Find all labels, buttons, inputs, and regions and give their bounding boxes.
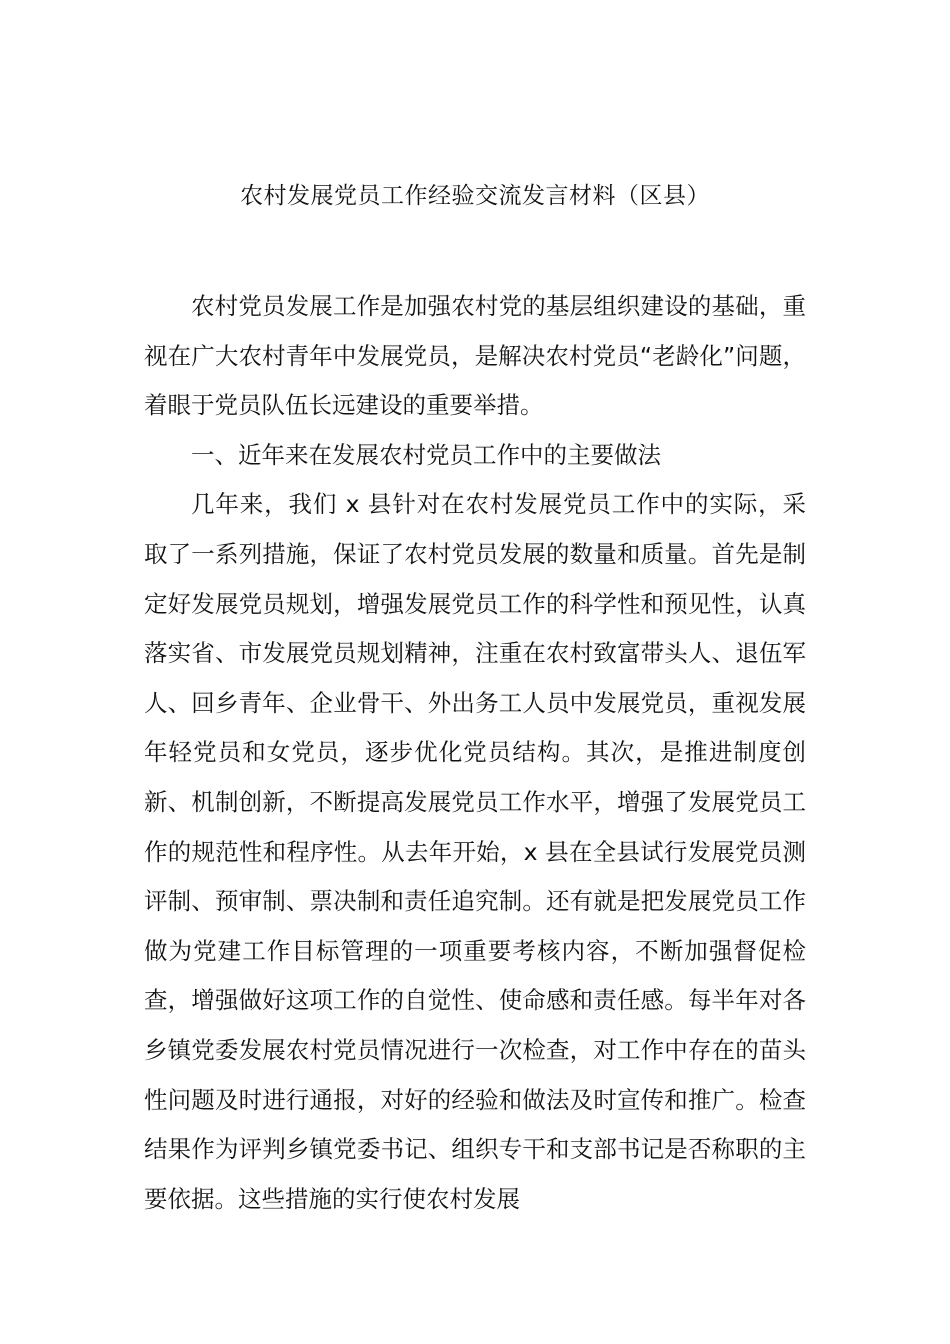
intro-paragraph: 农村党员发展工作是加强农村党的基层组织建设的基础，重视在广大农村青年中发展党员，是解决农村党员“老龄化”问题，着眼于党员队伍长远建设的重要举措。: [144, 292, 806, 420]
body-paragraph: 几年来，我们 x 县针对在农村发展党员工作中的实际，采取了一系列措施，保证了农村党员发展的数量和质量。首先是制定好发展党员规划，增强发展党员工作的科学性和预见性，认真落实省、市发展党员规划精神，注重在农村致富带头人、退伍军人、回乡青年、企业骨干、外出务工人员中发展党员，重视发展年轻党员和女党员，逐步优化党员结构。其次，是推进制度创新、机制创新，不断提高发展党员工作水平，增强了发展党员工作的规范性和程序性。从去年开始，x 县在全县试行发展党员测评制、预审制、票决制和责任追究制。还有就是把发展党员工作做为党建工作目标管理的一项重要考核内容，不断加强督促检查，增强做好这项工作的自觉性、使命感和责任感。每半年对各乡镇党委发展农村党员情况进行一次检查，对工作中存在的苗头性问题及时进行通报，对好的经验和做法及时宣传和推广。检查结果作为评判乡镇党委书记、组织专干和支部书记是否称职的主要依据。这些措施的实行使农村发展: [144, 490, 806, 1213]
section-heading: 一、近年来在发展农村党员工作中的主要做法: [191, 440, 661, 469]
document-title: 农村发展党员工作经验交流发言材料（区县）: [240, 183, 710, 209]
document-body: [144, 282, 806, 1224]
